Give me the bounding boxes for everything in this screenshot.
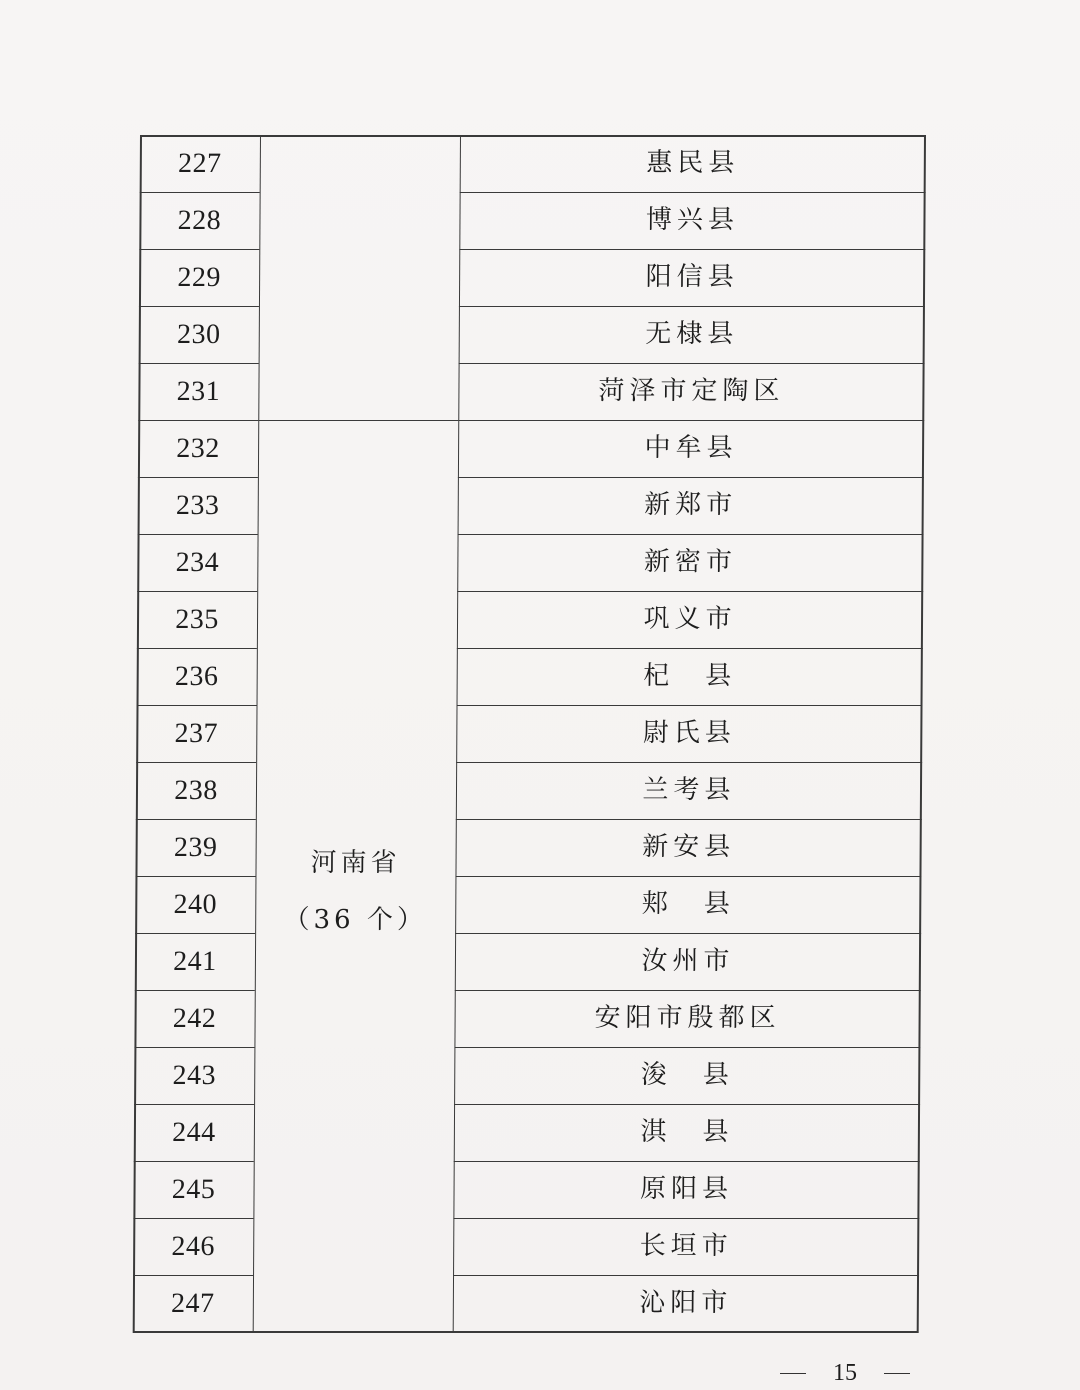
county-name: 汝州市 xyxy=(641,946,735,976)
row-number: 247 xyxy=(171,1288,215,1319)
page-footer xyxy=(780,1360,910,1387)
county-name: 巩义市 xyxy=(643,604,737,634)
province-divider xyxy=(258,420,458,421)
row-number: 228 xyxy=(177,205,222,236)
row-number: 239 xyxy=(173,832,218,863)
row-number: 245 xyxy=(171,1174,216,1205)
page-number: 15 xyxy=(833,1360,857,1386)
row-number: 241 xyxy=(173,946,217,977)
row-number: 231 xyxy=(176,376,221,407)
province-count: （36 个） xyxy=(283,905,427,935)
county-name: 兰考县 xyxy=(642,775,736,805)
row-number: 237 xyxy=(174,718,219,749)
row-number: 244 xyxy=(172,1117,216,1148)
county-name: 新安县 xyxy=(642,832,736,862)
row-number: 242 xyxy=(172,1003,217,1034)
row-number: 246 xyxy=(171,1231,216,1262)
footer-dash-right xyxy=(884,1373,910,1374)
row-number: 243 xyxy=(172,1060,217,1091)
row-number: 236 xyxy=(174,661,219,692)
county-name: 博兴县 xyxy=(645,205,740,235)
province-cell xyxy=(255,835,456,949)
county-name: 长垣市 xyxy=(639,1231,733,1261)
county-name: 惠民县 xyxy=(646,148,740,178)
row-number: 229 xyxy=(177,262,221,293)
county-name: 菏泽市定陶区 xyxy=(598,376,785,406)
row-number: 235 xyxy=(175,604,219,635)
row-number: 240 xyxy=(173,889,218,920)
county-name: 尉氏县 xyxy=(642,718,736,748)
county-name: 淇 县 xyxy=(640,1117,734,1147)
county-name: 阳信县 xyxy=(645,262,739,292)
county-name: 新郑市 xyxy=(644,490,738,520)
county-name: 原阳县 xyxy=(639,1174,734,1204)
county-name: 新密市 xyxy=(643,547,737,577)
row-number: 234 xyxy=(175,547,220,578)
row-number: 233 xyxy=(175,490,220,521)
county-name: 郏 县 xyxy=(641,889,735,919)
province-name: 河南省 xyxy=(310,848,401,878)
row-number: 230 xyxy=(176,319,221,350)
county-name: 安阳市殷都区 xyxy=(594,1003,781,1033)
county-name: 沁阳市 xyxy=(639,1288,733,1318)
county-name: 杞 县 xyxy=(643,661,737,691)
footer-dash-left xyxy=(780,1373,806,1374)
row-number: 232 xyxy=(176,433,220,464)
row-number: 238 xyxy=(174,775,218,806)
county-name: 无棣县 xyxy=(645,319,739,349)
county-list-table xyxy=(133,135,926,1333)
county-name: 中牟县 xyxy=(644,433,738,463)
row-number: 227 xyxy=(177,148,222,179)
county-name: 浚 县 xyxy=(640,1060,734,1090)
